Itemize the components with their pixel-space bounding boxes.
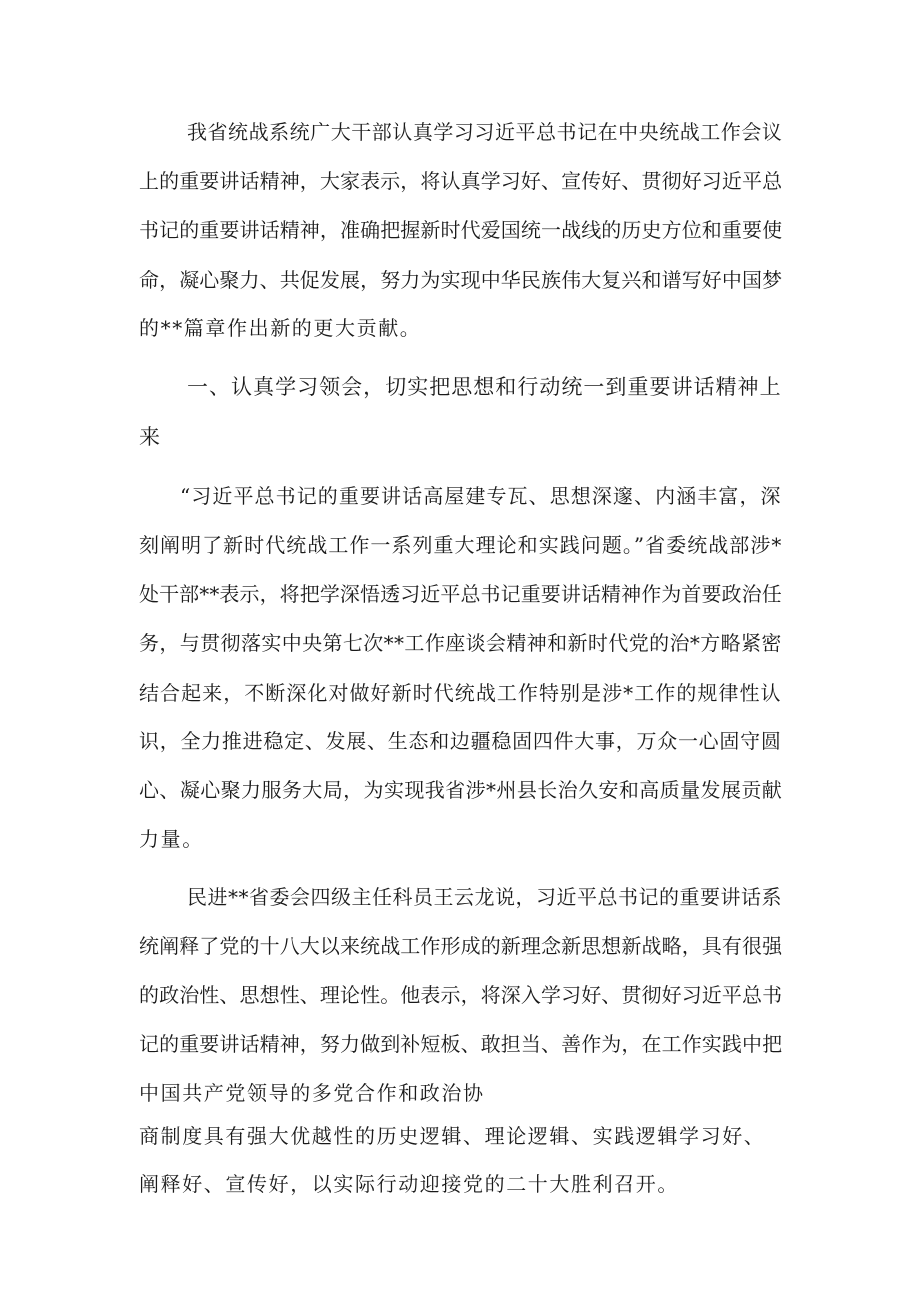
section-heading-line-1: 一、认真学习领会，切实把思想和行动统一到重要讲话精神上 (187, 375, 782, 399)
minjin-line-7: 阐释好、宣传好，以实际行动迎接党的二十大胜利召开。 (139, 1172, 679, 1196)
intro-line-4: 命，凝心聚力、共促发展，努力为实现中华民族伟大复兴和谱写好中国梦 (139, 268, 783, 292)
minjin-line-3: 的政治性、思想性、理论性。他表示，将深入学习好、贯彻好习近平总书 (139, 983, 783, 1007)
quote-line-3: 处干部**表示，将把学深悟透习近平总书记重要讲话精神作为首要政治任 (139, 582, 782, 606)
quote-line-5: 结合起来，不断深化对做好新时代统战工作特别是涉*工作的规律性认 (139, 681, 782, 705)
minjin-line-6: 商制度具有强大优越性的历史逻辑、理论逻辑、实践逻辑学习好、 (139, 1124, 766, 1148)
minjin-line-5: 中国共产党领导的多党合作和政治协 (139, 1081, 485, 1105)
minjin-line-2: 统阐释了党的十八大以来统战工作形成的新理念新思想新战略，具有很强 (139, 934, 783, 958)
quote-line-2: 刻阐明了新时代统战工作一系列重大理论和实践问题。”省委统战部涉* (139, 533, 783, 557)
intro-line-2: 上的重要讲话精神，大家表示，将认真学习好、宣传好、贯彻好习近平总 (139, 169, 783, 193)
intro-line-5: 的**篇章作出新的更大贡献。 (139, 316, 422, 340)
minjin-line-4: 记的重要讲话精神，努力做到补短板、敢担当、善作为，在工作实践中把 (139, 1032, 783, 1056)
quote-line-6: 识，全力推进稳定、发展、生态和边疆稳固四件大事，万众一心固守圆 (139, 729, 782, 753)
section-heading-line-2: 来 (139, 425, 162, 449)
quote-line-4: 务，与贯彻落实中央第七次**工作座谈会精神和新时代党的治*方略紧密 (139, 631, 782, 655)
intro-line-1: 我省统战系统广大干部认真学习习近平总书记在中央统战工作会议 (187, 120, 783, 144)
intro-line-3: 书记的重要讲话精神，准确把握新时代爱国统一战线的历史方位和重要使 (139, 218, 783, 242)
minjin-line-1: 民进**省委会四级主任科员王云龙说，习近平总书记的重要讲话系 (187, 885, 782, 909)
quote-line-1: “习近平总书记的重要讲话高屋建专瓦、思想深邃、内涵丰富，深 (180, 484, 782, 508)
quote-line-8: 力量。 (139, 827, 204, 851)
quote-line-7: 心、凝心聚力服务大局，为实现我省涉*州县长治久安和高质量发展贡献 (139, 778, 783, 802)
